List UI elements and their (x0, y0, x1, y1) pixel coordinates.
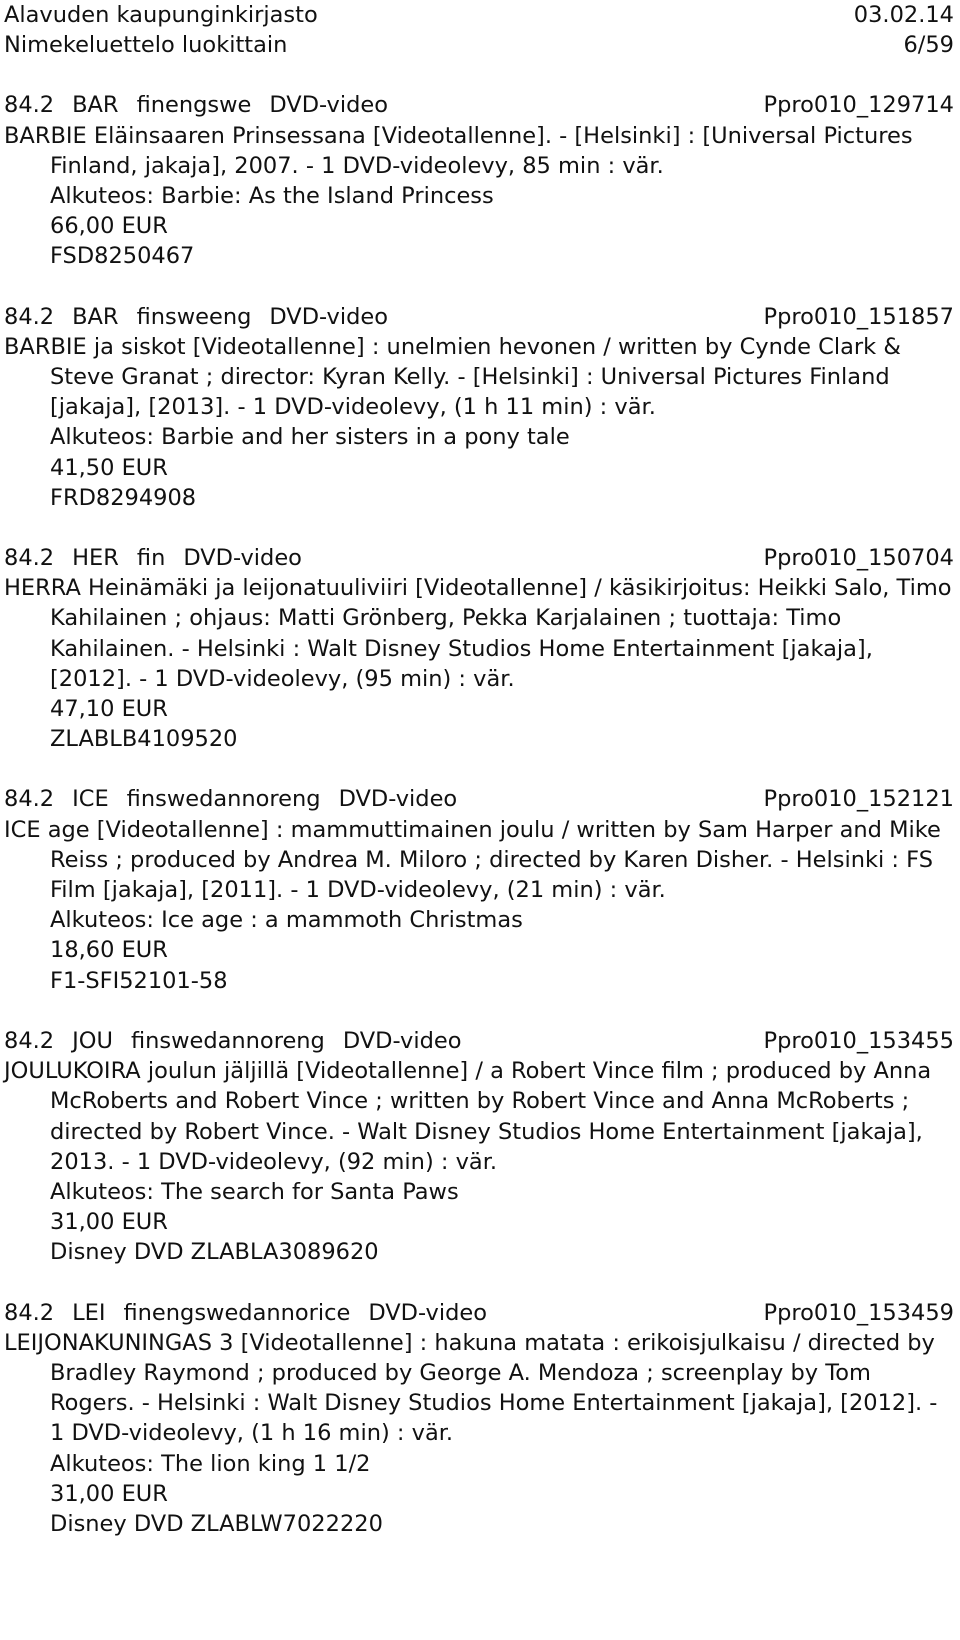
classification (4, 302, 406, 332)
product-code: FRD8294908 (50, 484, 197, 511)
media-format: DVD-video (269, 303, 388, 330)
record-id: Ppro010_152121 (763, 786, 954, 813)
price: 18,60 EUR (50, 937, 168, 964)
page-number: 6/59 (903, 32, 954, 59)
class-number: 84.2 (4, 1027, 55, 1054)
catalog-entry (4, 90, 954, 271)
catalog-entry (4, 784, 954, 995)
header-row-2 (4, 30, 954, 60)
price: 31,00 EUR (50, 1480, 168, 1507)
classification (4, 90, 406, 120)
classification-line (4, 90, 954, 120)
title-statement: JOULUKOIRA joulun jäljillä [Videotallenne] / a Robert Vince film ; produced by Anna McRoberts and Robert Vince ; written by Robert Vince and Anna McRoberts ; directed by Robert Vince. - Walt Disney Studios Home Entertainment [jakaja], 2013. - 1 DVD-videolevy, (92 min) : vär. (4, 1058, 932, 1175)
shelf-code: BAR (72, 303, 119, 330)
report-date: 03.02.14 (853, 2, 954, 28)
catalog-entry (4, 543, 954, 754)
price: 31,00 EUR (50, 1209, 168, 1236)
original-title: Alkuteos: The lion king 1 1/2 (50, 1450, 371, 1477)
entry-list (4, 90, 954, 1539)
shelf-code: HER (72, 545, 119, 572)
original-title: Alkuteos: Barbie: As the Island Princess (50, 183, 494, 210)
title-statement: HERRA Heinämäki ja leijonatuuliviiri [Videotallenne] / käsikirjoitus: Heikki Salo, Timo Kahilainen ; ohjaus: Matti Grönberg, Pekka Karjalainen ; tuottaja: Timo Kahilainen. - Helsinki : Walt Disney Studios Home Entertainment [jakaja], [2012]. - 1 DVD-videolevy, (95 min) : vär. (4, 575, 952, 692)
media-format: DVD-video (269, 92, 388, 119)
media-format: DVD-video (368, 1299, 487, 1326)
title-statement: ICE age [Videotallenne] : mammuttimainen joulu / written by Sam Harper and Mike Reiss ; produced by Andrea M. Miloro ; directed by Karen Disher. - Helsinki : FS Film [jakaja], [2011]. - 1 DVD-videolevy, (21 min) : vär. (4, 816, 941, 904)
original-title: Alkuteos: The search for Santa Paws (50, 1178, 459, 1205)
language-codes: finsweeng (136, 303, 252, 330)
title-statement: BARBIE Eläinsaaren Prinsessana [Videotallenne]. - [Helsinki] : [Universal Pictures Finland, jakaja], 2007. - 1 DVD-videolevy, 85 min : vär. (4, 122, 913, 179)
record-id: Ppro010_153455 (763, 1027, 954, 1054)
classification (4, 784, 475, 814)
classification-line (4, 1026, 954, 1056)
library-name: Alavuden kaupunginkirjasto (4, 2, 318, 28)
title-statement: BARBIE ja siskot [Videotallenne] : unelmien hevonen / written by Cynde Clark & Steve Granat ; director: Kyran Kelly. - [Helsinki] : Universal Pictures Finland [jakaja], [2013]. - 1 DVD-videolevy, (1 h 11 min) : vär. (4, 333, 901, 421)
original-title: Alkuteos: Barbie and her sisters in a pony tale (50, 424, 570, 451)
media-format: DVD-video (342, 1027, 462, 1054)
shelf-code: BAR (72, 92, 119, 119)
product-code: ZLABLB4109520 (50, 726, 238, 753)
title-statement: LEIJONAKUNINGAS 3 [Videotallenne] : hakuna matata : erikoisjulkaisu / directed by Bradley Raymond ; produced by George A. Mendoza ; screenplay by Tom Rogers. - Helsinki : Walt Disney Studios Home Entertainment [jakaja], [2012]. - 1 DVD-videolevy, (1 h 16 min) : vär. (4, 1329, 938, 1447)
product-code: Disney DVD ZLABLW7022220 (50, 1510, 383, 1537)
class-number: 84.2 (4, 1299, 55, 1326)
language-codes: finswedannoreng (130, 1027, 325, 1054)
page-header (4, 0, 954, 60)
media-format: DVD-video (338, 786, 458, 813)
shelf-code: LEI (72, 1299, 106, 1326)
record-id: Ppro010_151857 (763, 303, 954, 330)
classification-line (4, 543, 954, 573)
shelf-code: ICE (72, 786, 109, 813)
product-code: Disney DVD ZLABLA3089620 (50, 1239, 379, 1266)
record-id: Ppro010_129714 (763, 92, 954, 119)
media-format: DVD-video (183, 545, 302, 572)
price: 47,10 EUR (50, 696, 168, 723)
language-codes: finengswedannorice (123, 1299, 351, 1326)
classification-line (4, 784, 954, 814)
catalog-entry (4, 302, 954, 513)
header-row-1 (4, 0, 954, 30)
catalog-entry (4, 1026, 954, 1268)
language-codes: fin (136, 545, 166, 572)
product-code: FSD8250467 (50, 243, 195, 270)
language-codes: finswedannoreng (126, 786, 321, 813)
classification (4, 1298, 505, 1328)
class-number: 84.2 (4, 545, 55, 572)
class-number: 84.2 (4, 786, 55, 813)
original-title: Alkuteos: Ice age : a mammoth Christmas (50, 907, 523, 934)
classification-line (4, 302, 954, 332)
shelf-code: JOU (72, 1027, 113, 1054)
price: 41,50 EUR (50, 454, 168, 481)
class-number: 84.2 (4, 303, 55, 330)
product-code: F1-SFI52101-58 (50, 967, 228, 994)
price: 66,00 EUR (50, 213, 168, 240)
report-subtitle: Nimekeluettelo luokittain (4, 32, 288, 59)
class-number: 84.2 (4, 92, 55, 119)
classification (4, 1026, 479, 1056)
classification-line (4, 1298, 954, 1328)
record-id: Ppro010_150704 (763, 545, 954, 572)
catalog-entry (4, 1298, 954, 1540)
classification (4, 543, 320, 573)
language-codes: finengswe (136, 92, 252, 119)
record-id: Ppro010_153459 (763, 1299, 954, 1326)
